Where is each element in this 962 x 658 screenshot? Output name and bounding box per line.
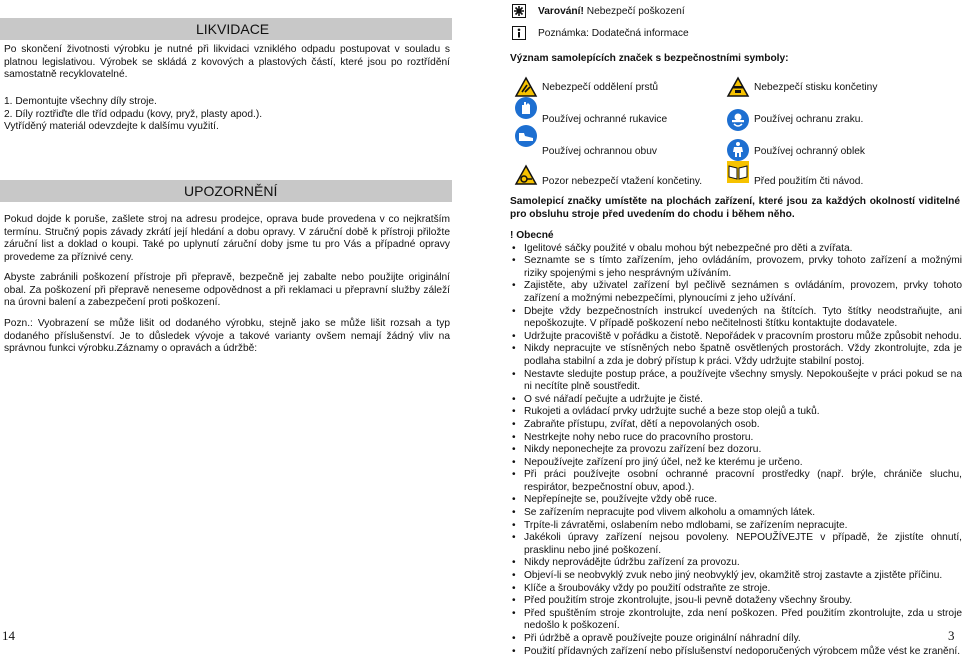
list-item: • Rukojeti a ovládací prvky udržujte suché a beze stop olejů a tuků. bbox=[510, 406, 962, 419]
list-item: • Klíče a šroubováky vždy po použití odstraňte ze stroje. bbox=[510, 583, 962, 596]
symbol-label-limb-crush: Nebezpečí stisku končetiny bbox=[754, 82, 878, 93]
notice-paragraph-3 bbox=[4, 318, 450, 356]
symbol-label-finger-cut: Nebezpečí oddělení prstů bbox=[542, 82, 659, 93]
list-item: • Se zařízením nepracujte pod vlivem alkoholu a omamných látek. bbox=[510, 507, 962, 520]
notice-heading-band bbox=[0, 180, 452, 202]
notice-heading: UPOZORNĚNÍ bbox=[184, 183, 278, 199]
legend-note bbox=[538, 28, 689, 41]
list-item: • Objeví-li se neobvyklý zvuk nebo jiný neobvyklý jev, okamžitě stroj zastavte a zjistěte příčinu. bbox=[510, 570, 962, 583]
symbol-label-protective-suit: Používej ochranný oblek bbox=[754, 146, 865, 157]
page-number-left: 14 bbox=[2, 628, 15, 643]
list-item: • Nikdy neponechejte za provozu zařízení bez dozoru. bbox=[510, 444, 962, 457]
sticker-note: Samolepicí značky umístěte na plochách zařízení, které jsou za každých okolností viditelné pro obsluhu stroje před uvedením do chodu i během něho. bbox=[510, 196, 960, 220]
disposal-heading: LIKVIDACE bbox=[196, 21, 270, 37]
protective-suit-icon bbox=[726, 138, 750, 162]
general-heading: ! Obecné bbox=[510, 230, 554, 241]
disposal-step-2: 2. Díly roztřiďte dle tříd odpadu (kovy, pryž, plasty apod.). bbox=[4, 108, 263, 120]
notice-paragraph-2 bbox=[4, 272, 450, 310]
info-icon bbox=[512, 26, 526, 40]
list-item: • Při práci používejte osobní ochranné pracovní prostředky (např. brýle, chrániče sluchu, respirátor, bezpečnostní obuv, apod.). bbox=[510, 469, 962, 494]
notice-paragraph-1 bbox=[4, 214, 450, 264]
symbol-label-safety-shoes: Používej ochrannou obuv bbox=[542, 146, 657, 157]
list-item: • Nestavte sledujte postup práce, a používejte všechny smysly. Nepokoušejte v práci pokud se na ni necítíte plně soustředit. bbox=[510, 369, 962, 394]
disposal-intro-text: Po skončení životnosti výrobku je nutné při likvidaci vzniklého odpadu postupovat v souladu s platnou legislativou. Výrobek se skládá z kovových a plastových částí, které jsou po roztřídění samostatně recyklovatelné. bbox=[4, 44, 450, 81]
list-item: • Nestrkejte nohy nebo ruce do pracovního prostoru. bbox=[510, 432, 962, 445]
notice-paragraph-3-text: Pozn.: Vyobrazení se může lišit od dodaného výrobku, stejně jako se může lišit rozsah a typ dodaného příslušenství. Je to důsledek vývoje a takové varianty ovšem nemají žádný vliv na správnou funkci výrobku.Záznamy o opravách a údržbě: bbox=[4, 318, 450, 355]
list-item: • Při údržbě a opravě používejte pouze originální náhradní díly. bbox=[510, 633, 962, 646]
list-item: • Zabraňte přístupu, zvířat, dětí a nepovolaných osob. bbox=[510, 419, 962, 432]
disposal-step-1: 1. Demontujte všechny díly stroje. bbox=[4, 96, 157, 107]
page-number-right: 3 bbox=[948, 628, 955, 643]
read-manual-icon bbox=[726, 160, 750, 184]
notice-paragraph-2-text: Abyste zabránili poškození přístroje při přepravě, bezpečně jej zabalte nebo použijte originální obal. Za poškození při přepravě neneseme odpovědnost a při reklamaci u přepravní služby záleží na úrovni balení a zabezpečení proti poškození. bbox=[4, 272, 450, 309]
legend-warning-text: Nebezpečí poškození bbox=[583, 6, 685, 17]
disposal-steps bbox=[4, 96, 450, 134]
list-item: • Zajistěte, aby uživatel zařízení byl pečlivě seznámen s ovládáním, provozem, prvky tohoto zařízení a možnými nebezpečími, plynoucími z jeho užívání. bbox=[510, 280, 962, 305]
list-item: • Seznamte se s tímto zařízením, jeho ovládáním, provozem, prvky tohoto zařízení a možnými riziky spojenými s jeho nesprávným užíváním. bbox=[510, 255, 962, 280]
list-item: • Nepřepínejte se, používejte vždy obě ruce. bbox=[510, 494, 962, 507]
safety-list bbox=[510, 230, 962, 658]
list-item: • Před spuštěním stroje zkontrolujte, zda není poškozen. Před použitím zkontrolujte, zda u stroje nedošlo k poškození. bbox=[510, 608, 962, 633]
list-item: • Použití přídavných zařízení nebo příslušenství nedoporučených výrobcem může vést ke zranění. bbox=[510, 646, 962, 658]
gloves-icon bbox=[514, 96, 538, 120]
list-item: • Před použitím stroje zkontrolujte, jsou-li pevně dotaženy všechny šrouby. bbox=[510, 595, 962, 608]
disposal-step-3: Vytříděný materiál odevzdejte k dalšímu využití. bbox=[4, 121, 219, 133]
list-item: • Dbejte vždy bezpečnostních instrukcí uvedených na štítcích. Tyto štítky neodstraňujte, ani nepoškozujte. V případě poškození nebo nečitelnosti štítku kontaktujte dodavatele. bbox=[510, 306, 962, 331]
list-item: • Udržujte pracoviště v pořádku a čistotě. Nepořádek v pracovním prostoru může způsobit nehodu. bbox=[510, 331, 962, 344]
notice-paragraph-1-text: Pokud dojde k poruše, zašlete stroj na adresu prodejce, oprava bude provedena v co nejkratším termínu. Stručný popis závady zkrátí její hledání a dobu opravy. V záruční době k přístroji přiložte záruční list a doklad o koupi. Také po uplynutí záruční doby jsme tu pro Vás a případné opravy provedeme za příznivé ceny. bbox=[4, 214, 450, 263]
disposal-intro bbox=[4, 44, 450, 82]
symbols-title: Význam samolepících značek s bezpečnostními symboly: bbox=[510, 53, 789, 64]
limb-crush-icon bbox=[726, 76, 750, 100]
list-item: • Nepoužívejte zařízení pro jiný účel, než ke kterému je určeno. bbox=[510, 457, 962, 470]
safety-shoes-icon bbox=[514, 124, 538, 148]
list-item: • Nikdy neprovádějte údržbu zařízení za provozu. bbox=[510, 557, 962, 570]
list-item: • Trpíte-li závratěmi, oslabením nebo mdlobami, se zařízením nepracujte. bbox=[510, 520, 962, 533]
disposal-heading-band bbox=[0, 18, 452, 40]
list-item: • O své nářadí pečujte a udržujte je čisté. bbox=[510, 394, 962, 407]
list-item: • Igelitové sáčky použité v obalu mohou být nebezpečné pro děti a zvířata. bbox=[510, 243, 962, 256]
list-item: • Nikdy nepracujte ve stísněných nebo špatně osvětlených prostorách. Vždy zkontrolujte, zda je podlaha stabilní a zda je dobrý přístup k práci. Vždy udržujte stabilní postoj. bbox=[510, 343, 962, 368]
symbol-label-read-manual: Před použitím čti návod. bbox=[754, 176, 864, 187]
symbol-label-gloves: Používej ochranné rukavice bbox=[542, 114, 668, 125]
eye-protection-icon bbox=[726, 108, 750, 132]
symbol-label-eye-protection: Používej ochranu zraku. bbox=[754, 114, 864, 125]
legend-warning-bold: Varování! bbox=[538, 6, 584, 17]
entanglement-icon bbox=[514, 164, 538, 188]
warning-star-icon bbox=[512, 4, 526, 18]
legend-note-text: Poznámka: Dodatečná informace bbox=[538, 28, 689, 39]
legend-warning bbox=[538, 6, 685, 19]
list-item: • Jakékoli úpravy zařízení nejsou povoleny. NEPOUŽÍVEJTE v případě, že zjistíte ohnutí, prasklinu nebo jiné poškození. bbox=[510, 532, 962, 557]
symbol-label-entanglement: Pozor nebezpečí vtažení končetiny. bbox=[542, 176, 703, 187]
